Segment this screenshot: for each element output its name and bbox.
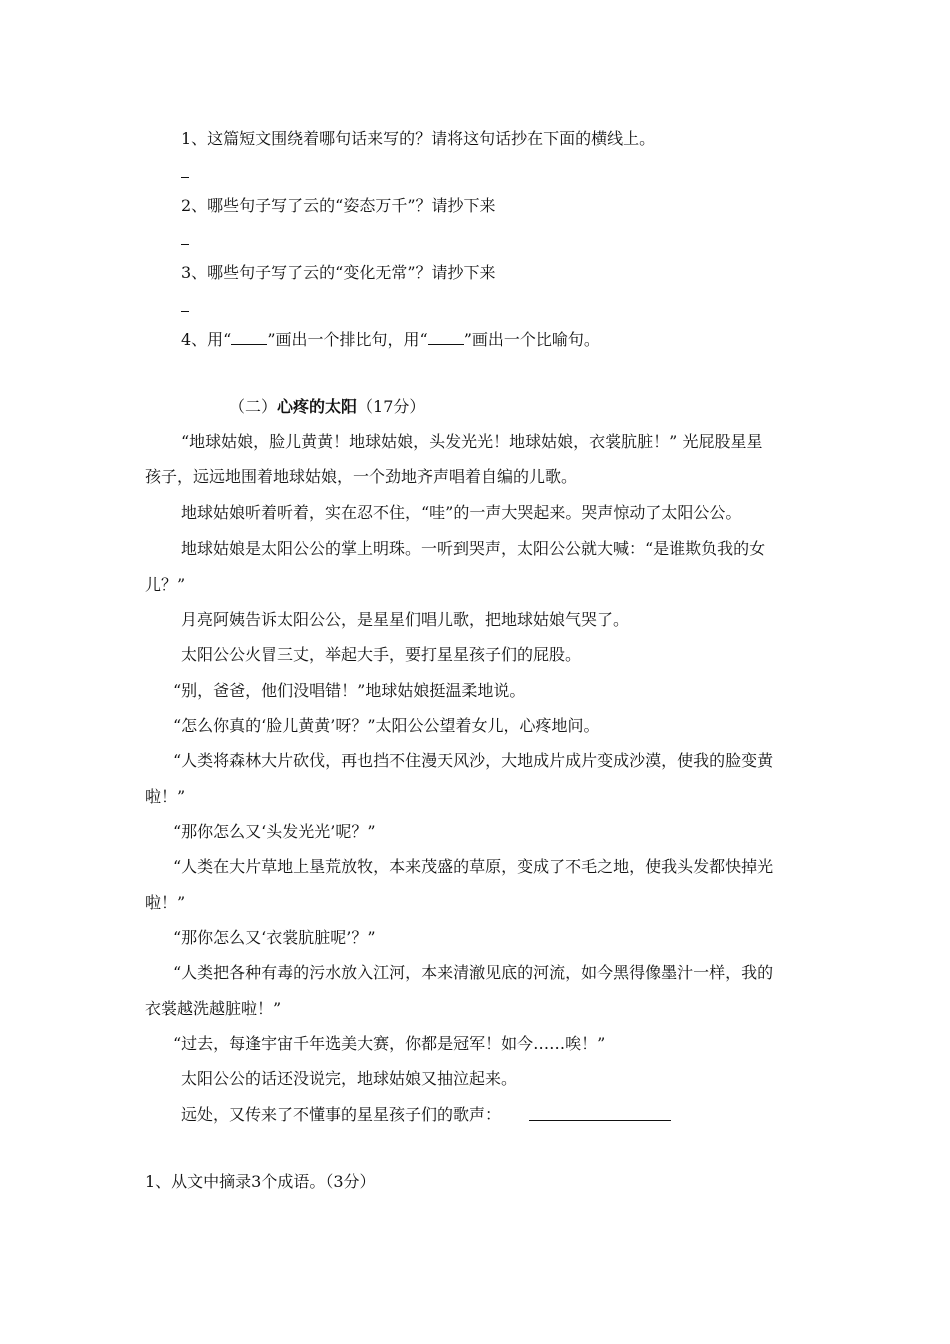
answer-line-2 [181, 244, 189, 245]
passage-p2: 地球姑娘听着听着，实在忍不住，“哇”的一声大哭起来。哭声惊动了太阳公公。 [181, 503, 742, 522]
question-1: 1、这篇短文围绕着哪句话来写的？请将这句话抄在下面的横线上。 [181, 129, 656, 148]
passage-p12a: “人类把各种有毒的污水放入江河，本来清澈见底的河流，如今黑得像墨汁一样，我的 [173, 963, 774, 982]
answer-line-1 [181, 177, 189, 178]
passage-p8a: “人类将森林大片砍伐，再也挡不住漫天风沙，大地成片成片变成沙漠，使我的脸变黄 [173, 751, 774, 770]
passage-p1b: 孩子，远远地围着地球姑娘，一个劲地齐声唱着自编的儿歌。 [145, 467, 578, 486]
passage-p8b: 啦！” [145, 787, 186, 806]
question-3: 3、哪些句子写了云的“变化无常”？请抄下来 [181, 263, 496, 282]
question-4 [181, 329, 600, 351]
underline-sample-2 [428, 330, 464, 345]
song-answer-blank [529, 1120, 671, 1121]
part2-question-1: 1、从文中摘录3个成语。（3分） [145, 1172, 376, 1191]
passage-p9: “那你怎么又‘头发光光’呢？” [173, 822, 376, 841]
section-heading-title: 心疼的太阳 [277, 397, 358, 416]
section-heading [229, 396, 425, 418]
section-heading-prefix: （二） [229, 397, 278, 416]
passage-p10b: 啦！” [145, 893, 186, 912]
passage-p11: “那你怎么又‘衣裳肮脏呢’？” [173, 928, 376, 947]
passage-p14: 太阳公公的话还没说完，地球姑娘又抽泣起来。 [181, 1069, 518, 1088]
question-4-part-c: ”画出一个比喻句。 [463, 330, 600, 349]
passage-p1a: “地球姑娘，脸儿黄黄！地球姑娘，头发光光！地球姑娘，衣裳肮脏！” 光屁股星星 [181, 432, 763, 451]
passage-p4: 月亮阿姨告诉太阳公公，是星星们唱儿歌，把地球姑娘气哭了。 [181, 610, 630, 629]
underline-sample-1 [231, 330, 267, 345]
passage-p5: 太阳公公火冒三丈，举起大手，要打星星孩子们的屁股。 [181, 645, 582, 664]
passage-p10a: “人类在大片草地上垦荒放牧，本来茂盛的草原，变成了不毛之地，使我头发都快掉光 [173, 857, 774, 876]
section-heading-score: （17分） [357, 397, 426, 416]
passage-p12b: 衣裳越洗越脏啦！” [145, 999, 282, 1018]
question-2: 2、哪些句子写了云的“姿态万千”？请抄下来 [181, 196, 496, 215]
answer-line-3 [181, 311, 189, 312]
question-4-part-a: 4、用“ [181, 330, 232, 349]
passage-p7: “怎么你真的‘脸儿黄黄’呀？”太阳公公望着女儿，心疼地问。 [173, 716, 600, 735]
passage-p3b: 儿？” [145, 575, 186, 594]
passage-p15: 远处，又传来了不懂事的星星孩子们的歌声： [181, 1105, 502, 1124]
passage-p3a: 地球姑娘是太阳公公的掌上明珠。一听到哭声，太阳公公就大喊：“是谁欺负我的女 [181, 539, 766, 558]
passage-p6: “别，爸爸，他们没唱错！”地球姑娘挺温柔地说。 [173, 681, 526, 700]
question-4-part-b: ”画出一个排比句，用“ [267, 330, 428, 349]
passage-p13: “过去，每逢宇宙千年选美大赛，你都是冠军！如今……唉！” [173, 1034, 606, 1053]
